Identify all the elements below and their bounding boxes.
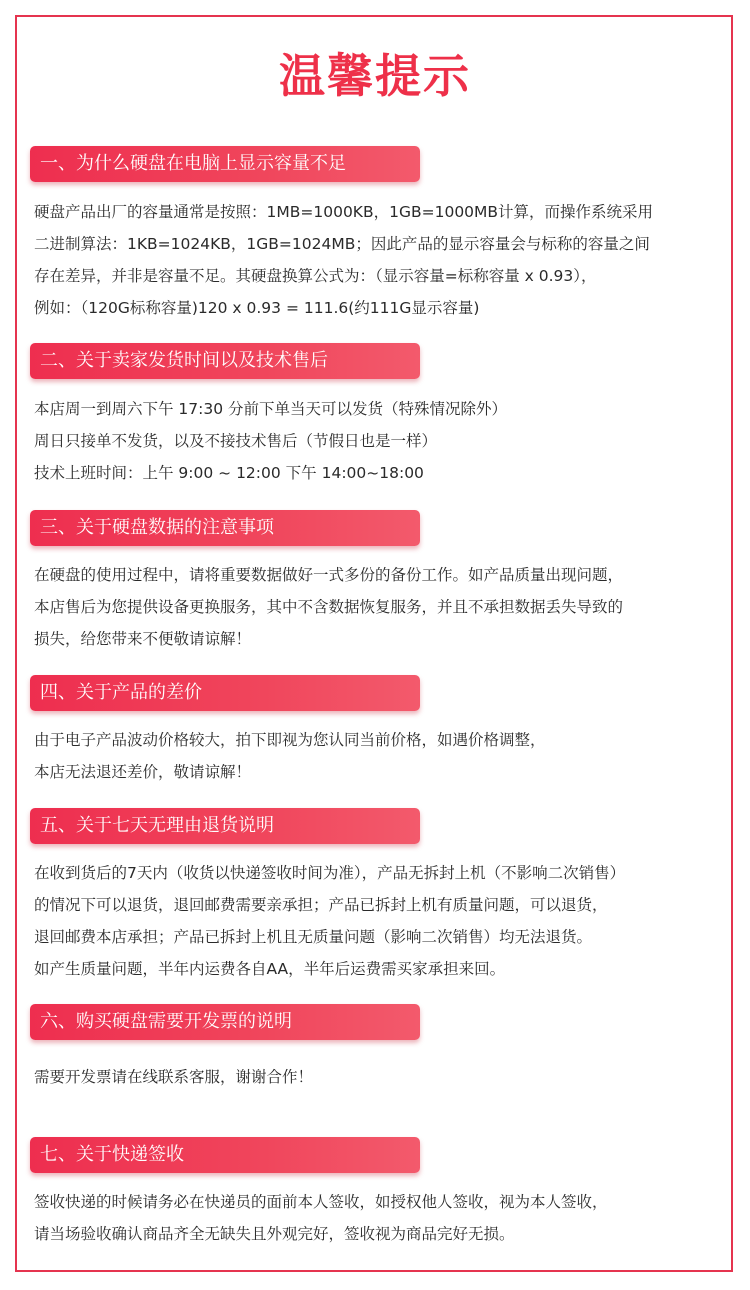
paragraph-line: 签收快递的时候请务必在快递员的面前本人签收，如授权他人签收，视为本人签收， (34, 1193, 608, 1211)
paragraph-line: 本店无法退还差价，敬请谅解！ (34, 763, 252, 781)
section-body-shipping (34, 393, 724, 489)
paragraph-line: 损失，给您带来不便敬请谅解！ (34, 630, 252, 648)
section-heading-invoice: 六、购买硬盘需要开发票的说明 (30, 1004, 420, 1040)
paragraph-line: 周日只接单不发货，以及不接技术售后（节假日也是一样） (34, 432, 438, 450)
paragraph-line: 本店周一到周六下午 17:30 分前下单当天可以发货（特殊情况除外） (34, 400, 508, 418)
paragraph-line: 二进制算法：1KB=1024KB，1GB=1024MB；因此产品的显示容量会与标称的容量之间 (34, 235, 650, 253)
section-heading-capacity: 一、为什么硬盘在电脑上显示容量不足 (30, 146, 420, 182)
section-heading-returns: 五、关于七天无理由退货说明 (30, 808, 420, 844)
paragraph-line: 在硬盘的使用过程中，请将重要数据做好一式多份的备份工作。如产品质量出现问题， (34, 566, 624, 584)
paragraph-line: 技术上班时间：上午 9:00 ~ 12:00 下午 14:00~18:00 (34, 464, 424, 482)
paragraph-line: 本店售后为您提供设备更换服务，其中不含数据恢复服务，并且不承担数据丢失导致的 (34, 598, 624, 616)
section-heading-shipping: 二、关于卖家发货时间以及技术售后 (30, 343, 420, 379)
section-heading-price: 四、关于产品的差价 (30, 675, 420, 711)
paragraph-line: 硬盘产品出厂的容量通常是按照：1MB=1000KB，1GB=1000MB计算，而操作系统采用 (34, 203, 654, 221)
page-title: 温馨提示 (279, 49, 471, 103)
paragraph-line: 需要开发票请在线联系客服，谢谢合作！ (34, 1068, 314, 1086)
section-body-price (34, 724, 724, 788)
paragraph-line: 的情况下可以退货，退回邮费需要亲承担；产品已拆封上机有质量问题，可以退货， (34, 896, 608, 914)
section-body-capacity (34, 196, 724, 324)
section-heading-data: 三、关于硬盘数据的注意事项 (30, 510, 420, 546)
paragraph-line: 请当场验收确认商品齐全无缺失且外观完好，签收视为商品完好无损。 (34, 1225, 515, 1243)
paragraph-line: 退回邮费本店承担；产品已拆封上机且无质量问题（影响二次销售）均无法退货。 (34, 928, 593, 946)
paragraph-line: 由于电子产品波动价格较大，拍下即视为您认同当前价格，如遇价格调整， (34, 731, 546, 749)
paragraph-line: 如产生质量问题，半年内运费各自AA，半年后运费需买家承担来回。 (34, 960, 506, 978)
section-body-invoice (34, 1061, 724, 1093)
section-body-returns (34, 857, 724, 985)
paragraph-line: 存在差异，并非是容量不足。其硬盘换算公式为：（显示容量=标称容量 x 0.93）， (34, 267, 597, 285)
paragraph-line: 在收到货后的7天内（收货以快递签收时间为准），产品无拆封上机（不影响二次销售） (34, 864, 626, 882)
section-body-delivery (34, 1186, 724, 1250)
section-body-data (34, 559, 724, 655)
paragraph-line: 例如：（120G标称容量)120 x 0.93 = 111.6(约111G显示容量) (34, 299, 480, 317)
section-heading-delivery: 七、关于快递签收 (30, 1137, 420, 1173)
